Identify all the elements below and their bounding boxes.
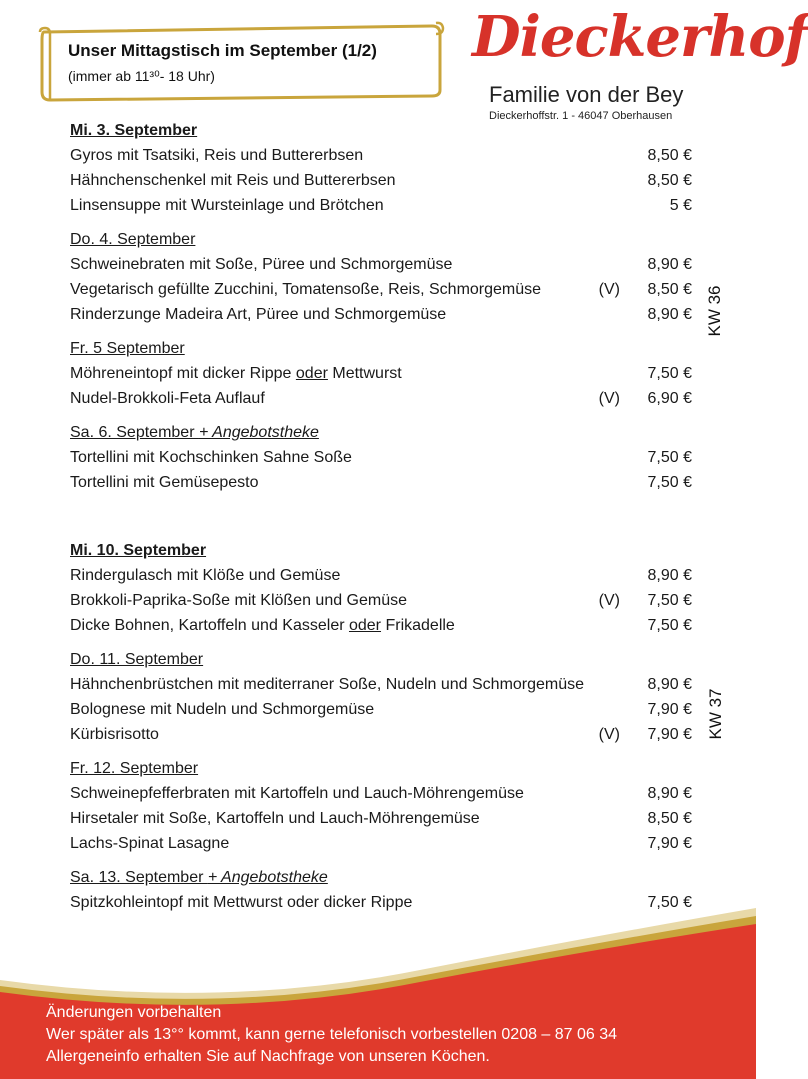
dish-price: 7,50 € — [647, 474, 692, 491]
vegetarian-marker: (V) — [598, 281, 620, 298]
menu-list — [70, 119, 692, 925]
dish-row — [70, 277, 692, 302]
dish-price: 7,50 € — [647, 617, 692, 634]
dish-name: Kürbisrisotto — [70, 726, 159, 743]
day-heading: Sa. 13. September + Angebotstheke — [70, 869, 328, 886]
week-label: KW 36 — [705, 285, 724, 337]
dish-name: Möhreneintopf mit dicker Rippe oder Mettwurst — [70, 365, 402, 382]
dish-name: Rinderzunge Madeira Art, Püree und Schmorgemüse — [70, 306, 447, 323]
dish-row — [70, 588, 692, 613]
title-banner — [36, 18, 448, 104]
dish-price: 6,90 € — [647, 390, 692, 407]
dieckerhof-logo: Dieckerhof — [472, 4, 808, 70]
day-block — [70, 648, 692, 747]
dish-row — [70, 781, 692, 806]
offer-note: + Angebotstheke — [207, 869, 328, 886]
dish-row — [70, 563, 692, 588]
dish-price: 8,50 € — [647, 810, 692, 827]
dish-name: Nudel-Brokkoli-Feta Auflauf — [70, 390, 265, 407]
day-heading: Fr. 5 September — [70, 340, 185, 357]
dish-name: Bolognese mit Nudeln und Schmorgemüse — [70, 701, 375, 718]
week-label: KW 37 — [706, 688, 725, 740]
dish-price: 7,50 € — [647, 592, 692, 609]
dish-price: 7,90 € — [647, 835, 692, 852]
dish-row — [70, 168, 692, 193]
week-separator — [70, 505, 692, 539]
dish-name: Hähnchenschenkel mit Reis und Buttererbsen — [70, 172, 396, 189]
opening-hours: (immer ab 11³⁰- 18 Uhr) — [68, 68, 215, 84]
dish-name: Gyros mit Tsatsiki, Reis und Buttererbsen — [70, 147, 364, 164]
dish-row — [70, 697, 692, 722]
dish-price: 7,90 € — [647, 726, 692, 743]
dish-price: 8,90 € — [647, 306, 692, 323]
vegetarian-marker: (V) — [598, 726, 620, 743]
dish-price: 8,90 € — [647, 567, 692, 584]
dish-row — [70, 722, 692, 747]
vegetarian-marker: (V) — [598, 390, 620, 407]
dish-price: 7,50 € — [647, 449, 692, 466]
dish-name: Tortellini mit Kochschinken Sahne Soße — [70, 449, 352, 466]
day-block — [70, 337, 692, 411]
day-heading: Mi. 10. September — [70, 542, 207, 559]
day-block — [70, 757, 692, 856]
day-block — [70, 421, 692, 495]
day-heading: Do. 11. September — [70, 651, 204, 668]
dish-price: 7,90 € — [647, 701, 692, 718]
dish-row — [70, 470, 692, 495]
footer-line: Allergeneinfo erhalten Sie auf Nachfrage von unseren Köchen. — [46, 1048, 490, 1065]
day-block — [70, 119, 692, 218]
dish-row — [70, 143, 692, 168]
dish-name: Dicke Bohnen, Kartoffeln und Kasseler oder Frikadelle — [70, 617, 455, 634]
offer-note: + Angebotstheke — [198, 424, 319, 441]
dish-name: Tortellini mit Gemüsepesto — [70, 474, 259, 491]
dish-row — [70, 302, 692, 327]
dish-name: Lachs-Spinat Lasagne — [70, 835, 230, 852]
dish-price: 8,50 € — [647, 281, 692, 298]
dish-row — [70, 252, 692, 277]
dish-price: 8,50 € — [647, 147, 692, 164]
dish-price: 7,50 € — [647, 365, 692, 382]
dish-price: 8,90 € — [647, 676, 692, 693]
dish-row — [70, 613, 692, 638]
dish-row — [70, 672, 692, 697]
day-block — [70, 228, 692, 327]
footer-line: Änderungen vorbehalten — [46, 1004, 222, 1021]
dish-row — [70, 806, 692, 831]
dish-name: Linsensuppe mit Wursteinlage und Brötchen — [70, 197, 384, 214]
dish-row — [70, 831, 692, 856]
dish-price: 7,50 € — [647, 894, 692, 911]
footer-line: Wer später als 13°° kommt, kann gerne telefonisch vorbestellen 0208 – 87 06 34 — [46, 1026, 618, 1043]
family-name: Familie von der Bey — [489, 82, 684, 107]
dish-name: Vegetarisch gefüllte Zucchini, Tomatensoße, Reis, Schmorgemüse — [70, 281, 542, 298]
dish-name: Schweinepfefferbraten mit Kartoffeln und Lauch-Möhrengemüse — [70, 785, 524, 802]
page-title: Unser Mittagstisch im September (1/2) — [68, 41, 377, 60]
vegetarian-marker: (V) — [598, 592, 620, 609]
dish-name: Spitzkohleintopf mit Mettwurst oder dicker Rippe — [70, 894, 413, 911]
dish-name: Schweinebraten mit Soße, Püree und Schmorgemüse — [70, 256, 453, 273]
day-heading: Sa. 6. September + Angebotstheke — [70, 424, 319, 441]
address: Dieckerhoffstr. 1 - 46047 Oberhausen — [489, 110, 673, 122]
scroll-banner-frame — [36, 18, 448, 104]
dish-row — [70, 361, 692, 386]
dish-row — [70, 193, 692, 218]
dish-price: 8,50 € — [647, 172, 692, 189]
dish-name: Brokkoli-Paprika-Soße mit Klößen und Gemüse — [70, 592, 408, 609]
day-heading: Fr. 12. September — [70, 760, 199, 777]
dish-row — [70, 445, 692, 470]
day-heading: Mi. 3. September — [70, 122, 198, 139]
footer-notes — [46, 1002, 617, 1068]
dish-price: 5 € — [669, 197, 692, 214]
dish-price: 8,90 € — [647, 256, 692, 273]
dish-name: Rindergulasch mit Klöße und Gemüse — [70, 567, 341, 584]
dish-row — [70, 386, 692, 411]
dish-price: 8,90 € — [647, 785, 692, 802]
dish-name: Hirsetaler mit Soße, Kartoffeln und Lauch-Möhrengemüse — [70, 810, 480, 827]
day-heading: Do. 4. September — [70, 231, 196, 248]
day-block — [70, 539, 692, 638]
dish-name: Hähnchenbrüstchen mit mediterraner Soße, Nudeln und Schmorgemüse — [70, 676, 585, 693]
